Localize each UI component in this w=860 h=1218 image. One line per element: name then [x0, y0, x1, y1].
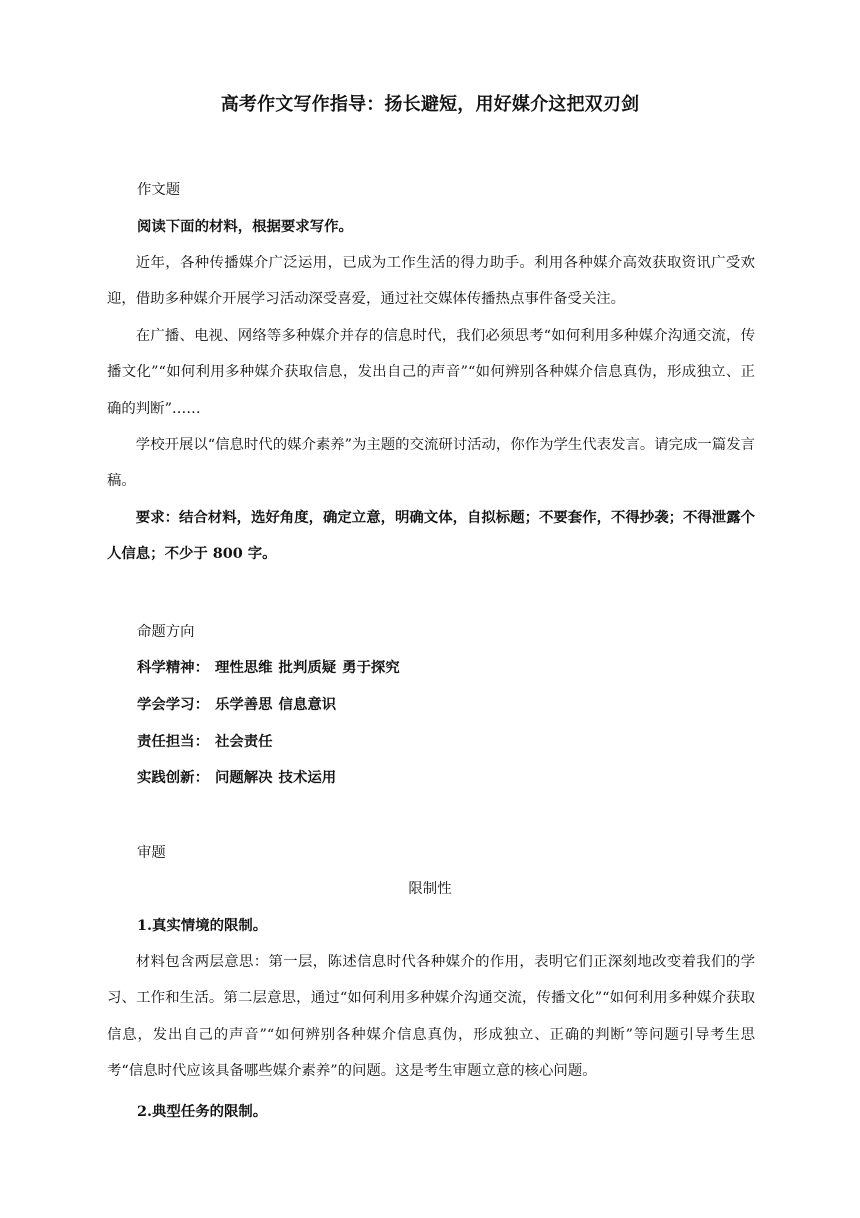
direction-item-innovation	[137, 768, 336, 788]
direction-label: 学会学习：	[137, 696, 209, 713]
review-heading: 审题	[137, 845, 166, 861]
review-point-1-text: 材料包含两层意思：第一层，陈述信息时代各种媒介的作用，表明它们正深刻地改变着我们的学习、工作和生活。第二层意思，通过“如何利用多种媒介沟通交流，传播文化”“如何利用多种媒介获取信息，发出自己的声音”“如何辨别各种媒介信息真伪，形成独立、正确的判断”等问题引导考生思考“信息时代应该具备哪些媒介素养”的问题。这是考生审题立意的核心问题。	[107, 954, 755, 1079]
direction-value: 问题解决	[214, 769, 273, 786]
direction-item-learning	[137, 695, 336, 715]
prompt-paragraph-1: 近年，各种传播媒介广泛运用，已成为工作生活的得力助手。利用各种媒介高效获取资讯广受欢迎，借助多种媒介开展学习活动深受喜爱，通过社交媒体传播热点事件备受关注。	[107, 255, 755, 308]
direction-value: 信息意识	[278, 696, 337, 713]
direction-value: 社会责任	[214, 733, 273, 750]
direction-value: 理性思维	[214, 659, 273, 676]
document-title: 高考作文写作指导：扬长避短，用好媒介这把双刃剑	[220, 94, 640, 115]
direction-label: 责任担当：	[137, 733, 209, 750]
direction-value: 勇于探究	[342, 659, 400, 676]
review-point-1-title: 1.真实情境的限制。	[137, 917, 268, 934]
direction-item-science	[137, 658, 400, 678]
prompt-paragraph-2: 在广播、电视、网络等多种媒介并存的信息时代，我们必须思考“如何利用多种媒介沟通交流，传播文化”“如何利用多种媒介获取信息，发出自己的声音”“如何辨别各种媒介信息真伪，形成独立、正确的判断”……	[107, 328, 755, 417]
prompt-requirement: 要求：结合材料，选好角度，确定立意，明确文体，自拟标题；不要套作，不得抄袭；不得泄露个人信息；不少于 800 字。	[107, 509, 755, 563]
review-subheading: 限制性	[408, 881, 452, 897]
direction-label: 科学精神：	[137, 659, 209, 676]
prompt-heading: 作文题	[137, 182, 181, 198]
direction-value: 批判质疑	[278, 659, 337, 676]
direction-label: 实践创新：	[137, 769, 209, 786]
direction-value: 乐学善思	[214, 696, 273, 713]
direction-item-responsibility	[137, 732, 273, 752]
direction-heading: 命题方向	[137, 624, 195, 640]
direction-value: 技术运用	[278, 769, 337, 786]
prompt-paragraph-3: 学校开展以“信息时代的媒介素养”为主题的交流研讨活动，你作为学生代表发言。请完成一篇发言稿。	[107, 437, 755, 490]
review-point-2-title: 2.典型任务的限制。	[137, 1103, 268, 1120]
prompt-instruction: 阅读下面的材料，根据要求写作。	[137, 218, 353, 235]
